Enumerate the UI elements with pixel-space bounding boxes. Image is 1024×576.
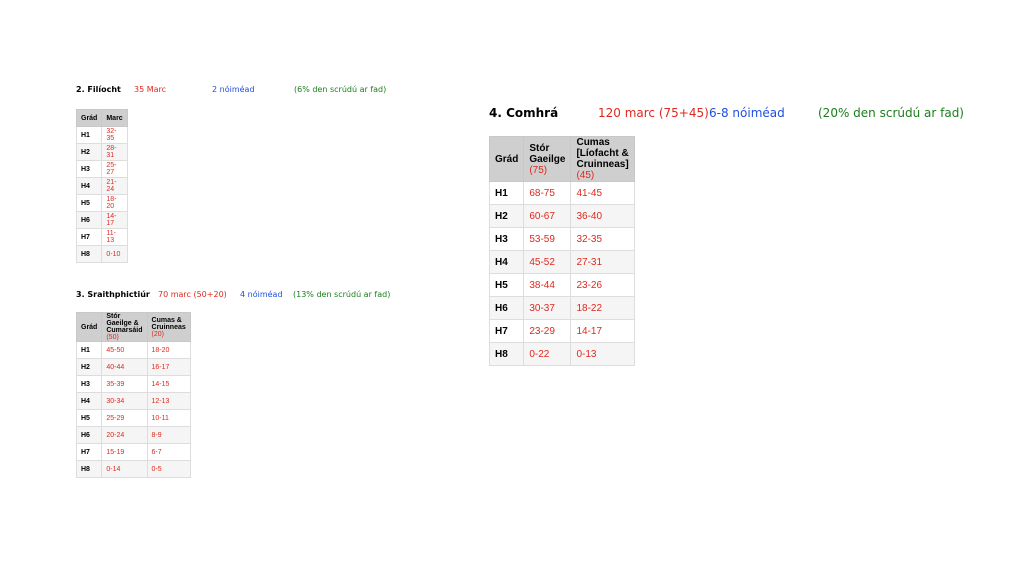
grade-cell: H1	[490, 182, 524, 205]
stor-cell: 30-34	[102, 393, 147, 410]
header-stor-gaeilge	[524, 137, 571, 182]
grade-cell: H2	[490, 205, 524, 228]
table-row	[77, 444, 191, 461]
stor-cell: 40-44	[102, 359, 147, 376]
table-row	[77, 359, 191, 376]
time-label: 4 nóiméad	[240, 290, 283, 299]
table-row	[77, 246, 128, 263]
header-stor-gaeilge	[102, 313, 147, 342]
table-row	[77, 195, 128, 212]
cumas-cell: 14-17	[571, 320, 634, 343]
grade-cell: H4	[77, 393, 102, 410]
cumas-cell: 0-13	[571, 343, 634, 366]
percent-label: (6% den scrúdú ar fad)	[294, 85, 387, 94]
marks-cell: 0-10	[102, 246, 127, 263]
table-row	[490, 205, 635, 228]
table-row	[77, 178, 128, 195]
table-row	[490, 228, 635, 251]
cumas-cell: 32-35	[571, 228, 634, 251]
stor-cell: 30-37	[524, 297, 571, 320]
grade-cell: H8	[77, 461, 102, 478]
stor-cell: 53-59	[524, 228, 571, 251]
grade-cell: H4	[77, 178, 102, 195]
grade-cell: H2	[77, 359, 102, 376]
grade-cell: H8	[490, 343, 524, 366]
cumas-cell: 27-31	[571, 251, 634, 274]
table-row	[77, 127, 128, 144]
grade-cell: H3	[77, 376, 102, 393]
table-row	[77, 229, 128, 246]
grade-cell: H3	[77, 161, 102, 178]
cumas-cell: 6-7	[147, 444, 190, 461]
grade-cell: H6	[77, 427, 102, 444]
percent-label: (13% den scrúdú ar fad)	[293, 290, 391, 299]
grade-cell: H7	[77, 229, 102, 246]
header-stor-gaeilge-label: Stór Gaeilge	[529, 142, 566, 165]
header-marc: Marc	[102, 110, 127, 127]
header-cumas	[571, 137, 634, 182]
header-cumas-points: (45)	[576, 170, 595, 181]
table-header-row	[77, 313, 191, 342]
grade-table	[489, 136, 635, 366]
section-title: 2. Filíocht	[76, 85, 121, 94]
grade-cell: H6	[490, 297, 524, 320]
cumas-cell: 23-26	[571, 274, 634, 297]
grade-cell: H2	[77, 144, 102, 161]
header-cumas-label: Cumas [Líofacht & Cruinneas]	[576, 137, 629, 170]
table-header-row	[77, 110, 128, 127]
cumas-cell: 0-5	[147, 461, 190, 478]
cumas-cell: 18-20	[147, 342, 190, 359]
table-row	[77, 212, 128, 229]
grade-cell: H7	[77, 444, 102, 461]
grade-cell: H7	[490, 320, 524, 343]
table-row	[77, 342, 191, 359]
marks-cell: 25-27	[102, 161, 127, 178]
marks-cell: 18-20	[102, 195, 127, 212]
stor-cell: 60-67	[524, 205, 571, 228]
marks-cell: 11-13	[102, 229, 127, 246]
grade-cell: H3	[490, 228, 524, 251]
cumas-cell: 8-9	[147, 427, 190, 444]
cumas-cell: 12-13	[147, 393, 190, 410]
header-grad: Grád	[77, 313, 102, 342]
cumas-cell: 18-22	[571, 297, 634, 320]
header-stor-gaeilge-points: (75)	[529, 164, 548, 176]
table-row	[490, 182, 635, 205]
time-label: 6-8 nóiméad	[709, 106, 785, 120]
section-title: 4. Comhrá	[489, 106, 559, 120]
cumas-cell: 41-45	[571, 182, 634, 205]
grade-cell: H1	[77, 127, 102, 144]
stor-cell: 68-75	[524, 182, 571, 205]
table-row	[490, 251, 635, 274]
header-cumas	[147, 313, 190, 342]
header-cumas-points: (20)	[151, 330, 164, 338]
cumas-cell: 14-15	[147, 376, 190, 393]
table-row	[77, 393, 191, 410]
stor-cell: 25-29	[102, 410, 147, 427]
table-row	[490, 297, 635, 320]
header-grad: Grád	[77, 110, 102, 127]
table-row	[77, 376, 191, 393]
stor-cell: 15-19	[102, 444, 147, 461]
table-header-row	[490, 137, 635, 182]
grade-cell: H4	[490, 251, 524, 274]
table-row	[77, 410, 191, 427]
time-label: 2 nóiméad	[212, 85, 255, 94]
marks-cell: 28-31	[102, 144, 127, 161]
cumas-cell: 10-11	[147, 410, 190, 427]
header-stor-gaeilge-points: (50)	[106, 334, 119, 341]
grade-table	[76, 109, 128, 263]
header-cumas-label: Cumas & Cruinneas	[151, 316, 186, 331]
grade-cell: H1	[77, 342, 102, 359]
marks-cell: 21-24	[102, 178, 127, 195]
marks-cell: 14-17	[102, 212, 127, 229]
table-row	[77, 144, 128, 161]
stor-cell: 0-22	[524, 343, 571, 366]
stor-cell: 0-14	[102, 461, 147, 478]
grade-cell: H5	[77, 410, 102, 427]
header-stor-gaeilge-label: Stór Gaeilge & Cumarsáid	[106, 313, 143, 334]
grade-cell: H6	[77, 212, 102, 229]
marks-label: 35 Marc	[134, 85, 167, 94]
grade-table	[76, 312, 191, 478]
header-grad: Grád	[490, 137, 524, 182]
marks-label: 120 marc (75+45)	[598, 106, 709, 120]
stor-cell: 20-24	[102, 427, 147, 444]
table-row	[490, 343, 635, 366]
grade-cell: H5	[490, 274, 524, 297]
section-title: 3. Sraithphictiúr	[76, 290, 150, 299]
cumas-cell: 36-40	[571, 205, 634, 228]
grade-cell: H5	[77, 195, 102, 212]
table-row	[77, 427, 191, 444]
stor-cell: 23-29	[524, 320, 571, 343]
percent-label: (20% den scrúdú ar fad)	[818, 106, 964, 120]
stor-cell: 45-50	[102, 342, 147, 359]
table-row	[490, 274, 635, 297]
stor-cell: 35-39	[102, 376, 147, 393]
table-row	[77, 461, 191, 478]
table-row	[77, 161, 128, 178]
cumas-cell: 16-17	[147, 359, 190, 376]
grade-cell: H8	[77, 246, 102, 263]
table-row	[490, 320, 635, 343]
stor-cell: 38-44	[524, 274, 571, 297]
marks-cell: 32-35	[102, 127, 127, 144]
marks-label: 70 marc (50+20)	[158, 290, 227, 299]
stor-cell: 45-52	[524, 251, 571, 274]
